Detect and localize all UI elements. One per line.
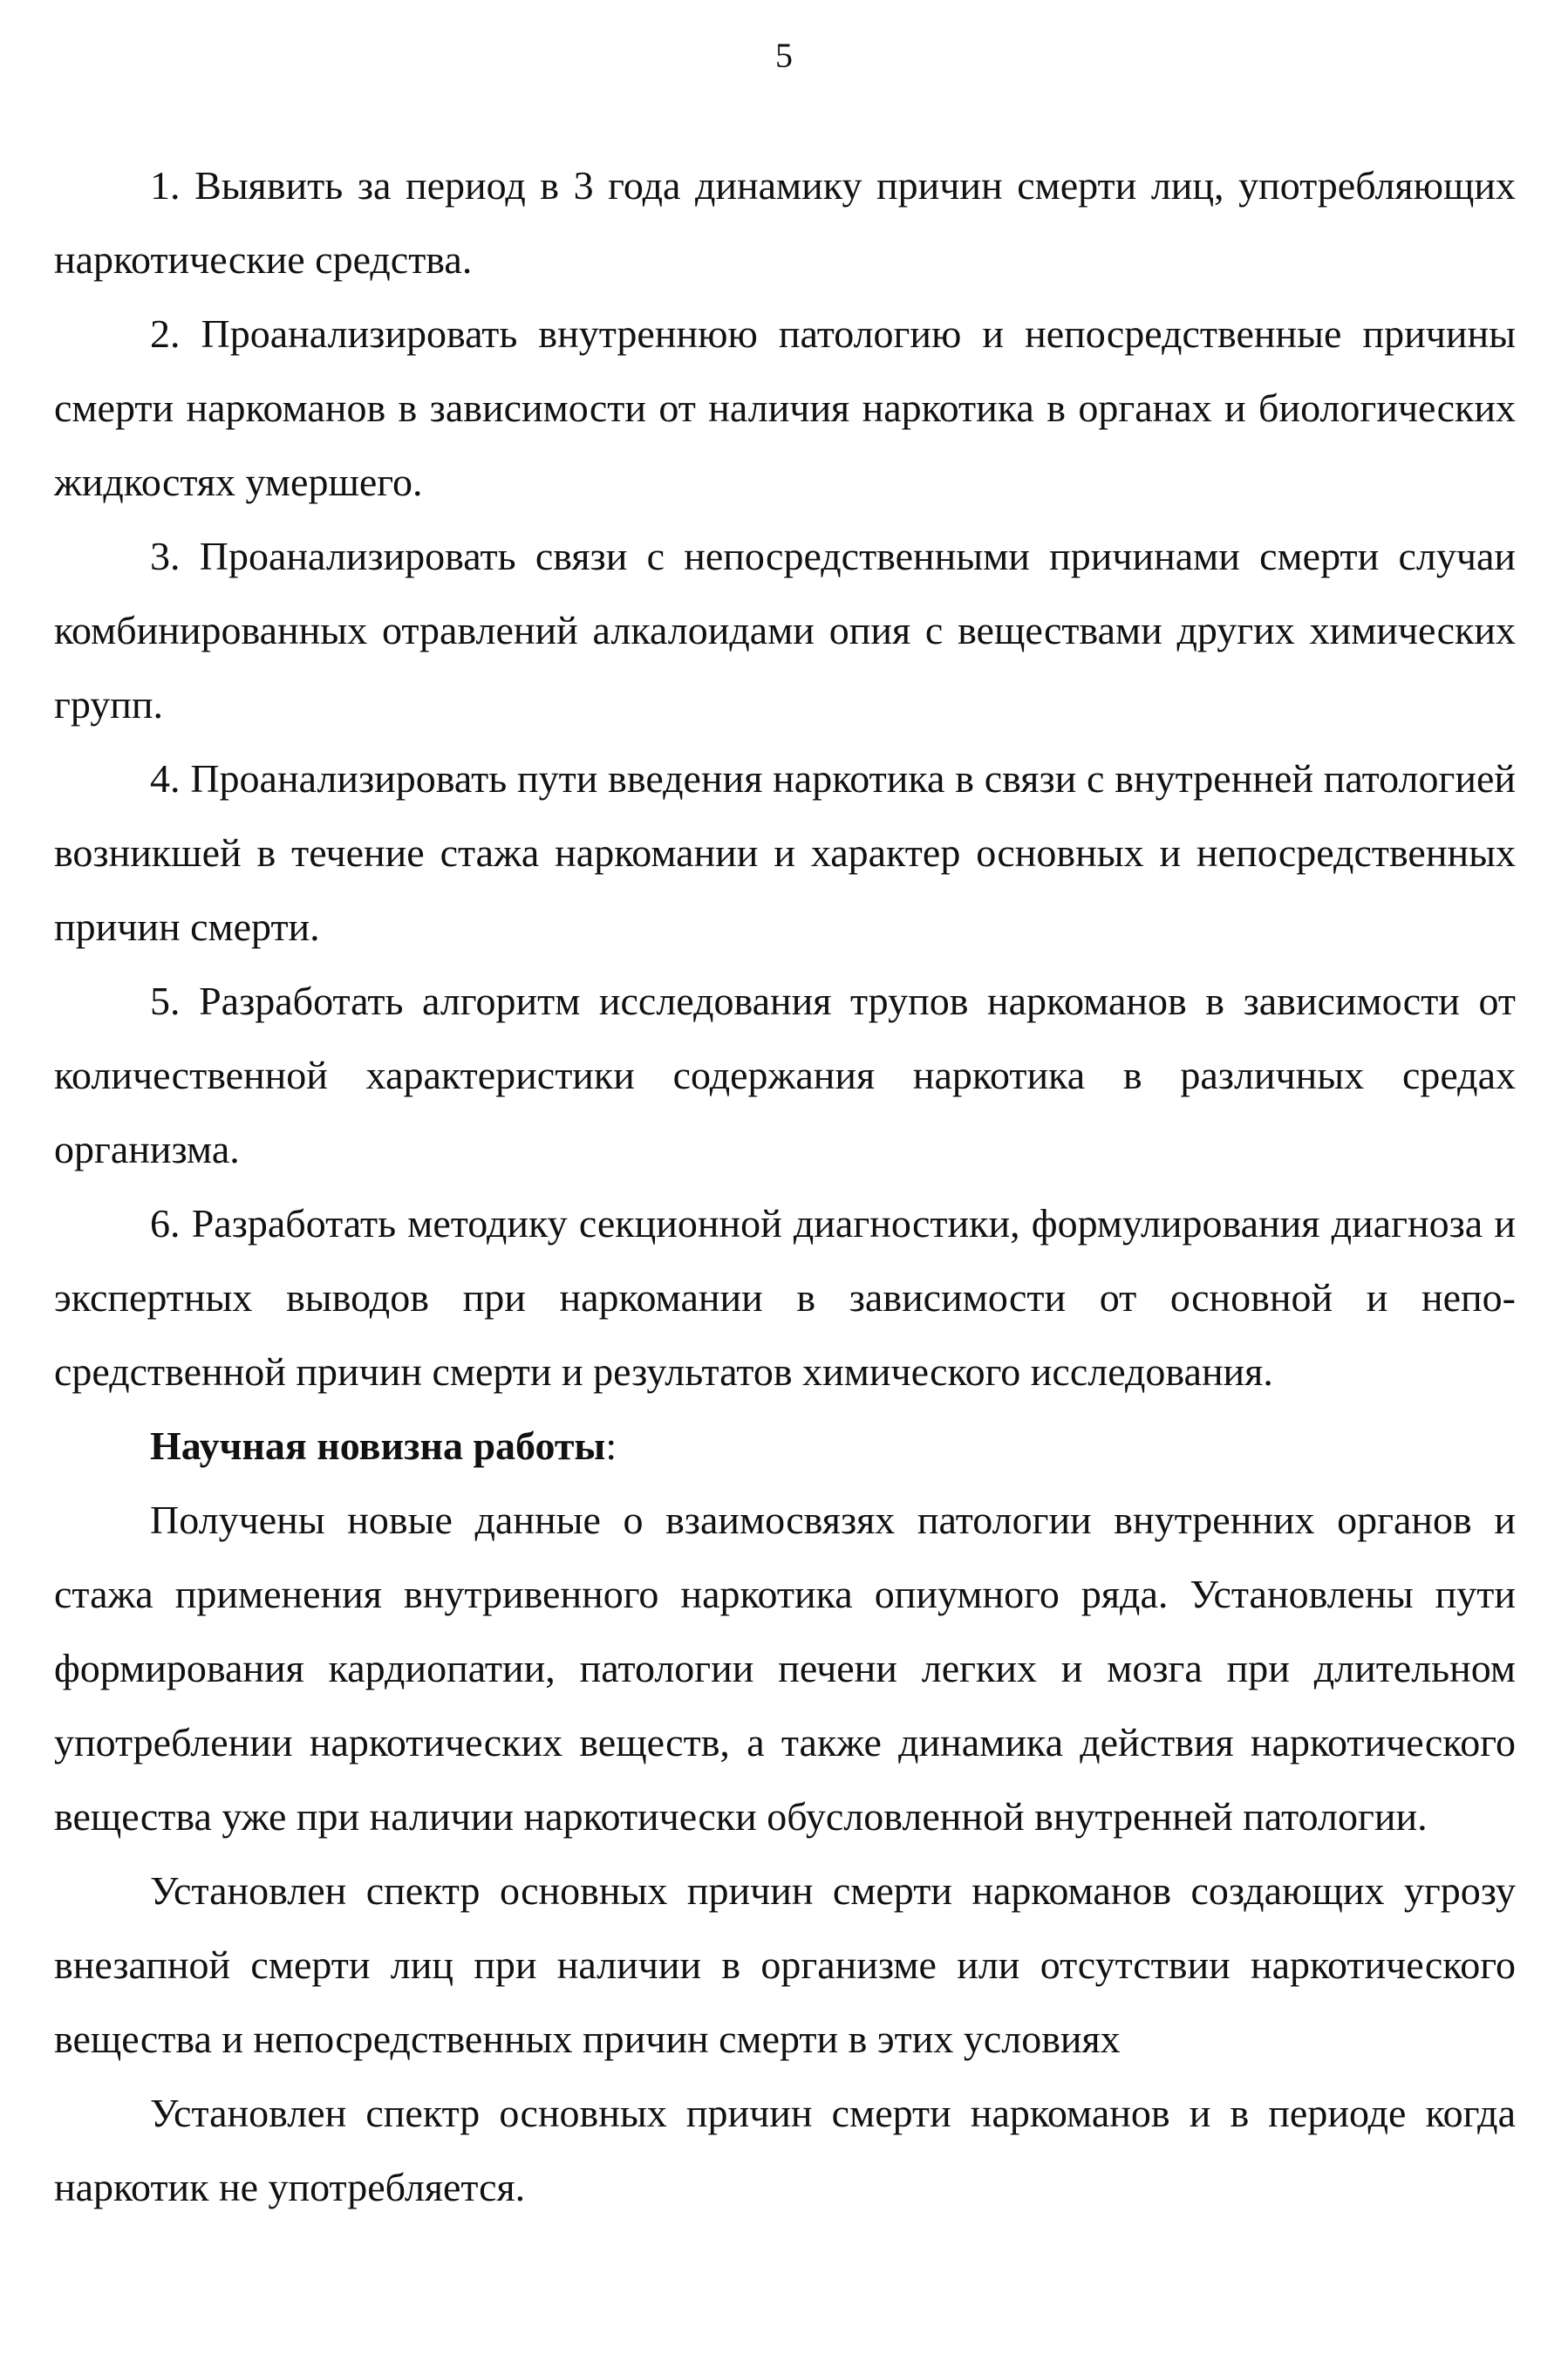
task-item-6: 6. Разработать методику секционной диагностики, формулирования диагноза и экспертных выводов при наркомании в зависимости от основной и непосредственной причин смерти и результатов химического исследования. xyxy=(54,1201,1516,1394)
novelty-paragraph-2: Установлен спектр основных причин смерти наркоманов создающих угрозу внезапной смерти лиц при наличии в организме или отсутствии наркотического вещества и непосредственных причин смерти в этих условиях xyxy=(54,1868,1516,2061)
heading-text: Научная новизна работы xyxy=(150,1423,606,1468)
heading-colon: : xyxy=(605,1423,617,1468)
task-item-4: 4. Проанализировать пути введения наркотика в связи с внутренней патологией возникшей в течение стажа наркомании и характер основных и непосредственных причин смерти. xyxy=(54,756,1516,949)
body-text xyxy=(54,148,1516,2224)
task-item-5: 5. Разработать алгоритм исследования трупов наркоманов в зависимости от количественной характеристики содержания наркотика в различных средах организма. xyxy=(54,979,1516,1171)
task-item-1: 1. Выявить за период в 3 года динамику причин смерти лиц, употребляющих наркотические средства. xyxy=(54,163,1516,282)
task-item-2: 2. Проанализировать внутреннюю патологию и непосредственные причины смерти наркоманов в зависимости от наличия наркотика в органах и биологических жидкостях умершего. xyxy=(54,311,1516,504)
page-number: 5 xyxy=(775,36,793,75)
novelty-paragraph-3: Установлен спектр основных причин смерти наркоманов и в периоде когда наркотик не употребляется. xyxy=(54,2091,1516,2209)
section-heading-novelty xyxy=(54,1409,1516,1483)
task-item-3: 3. Проанализировать связи с непосредственными причинами смерти случаи комбинированных отравлений алкалоидами опия с веществами других химических групп. xyxy=(54,534,1516,727)
novelty-paragraph-1: Получены новые данные о взаимосвязях патологии внутренних органов и стажа применения внутривенного наркотика опиумного ряда. Установлены пути формирования кардиопатии, патологии печени легких и мозга при длительном употреблении наркотических веществ, а также динамика действия наркотического вещества уже при наличии наркотически обусловленной внутренней патологии. xyxy=(54,1498,1516,1839)
